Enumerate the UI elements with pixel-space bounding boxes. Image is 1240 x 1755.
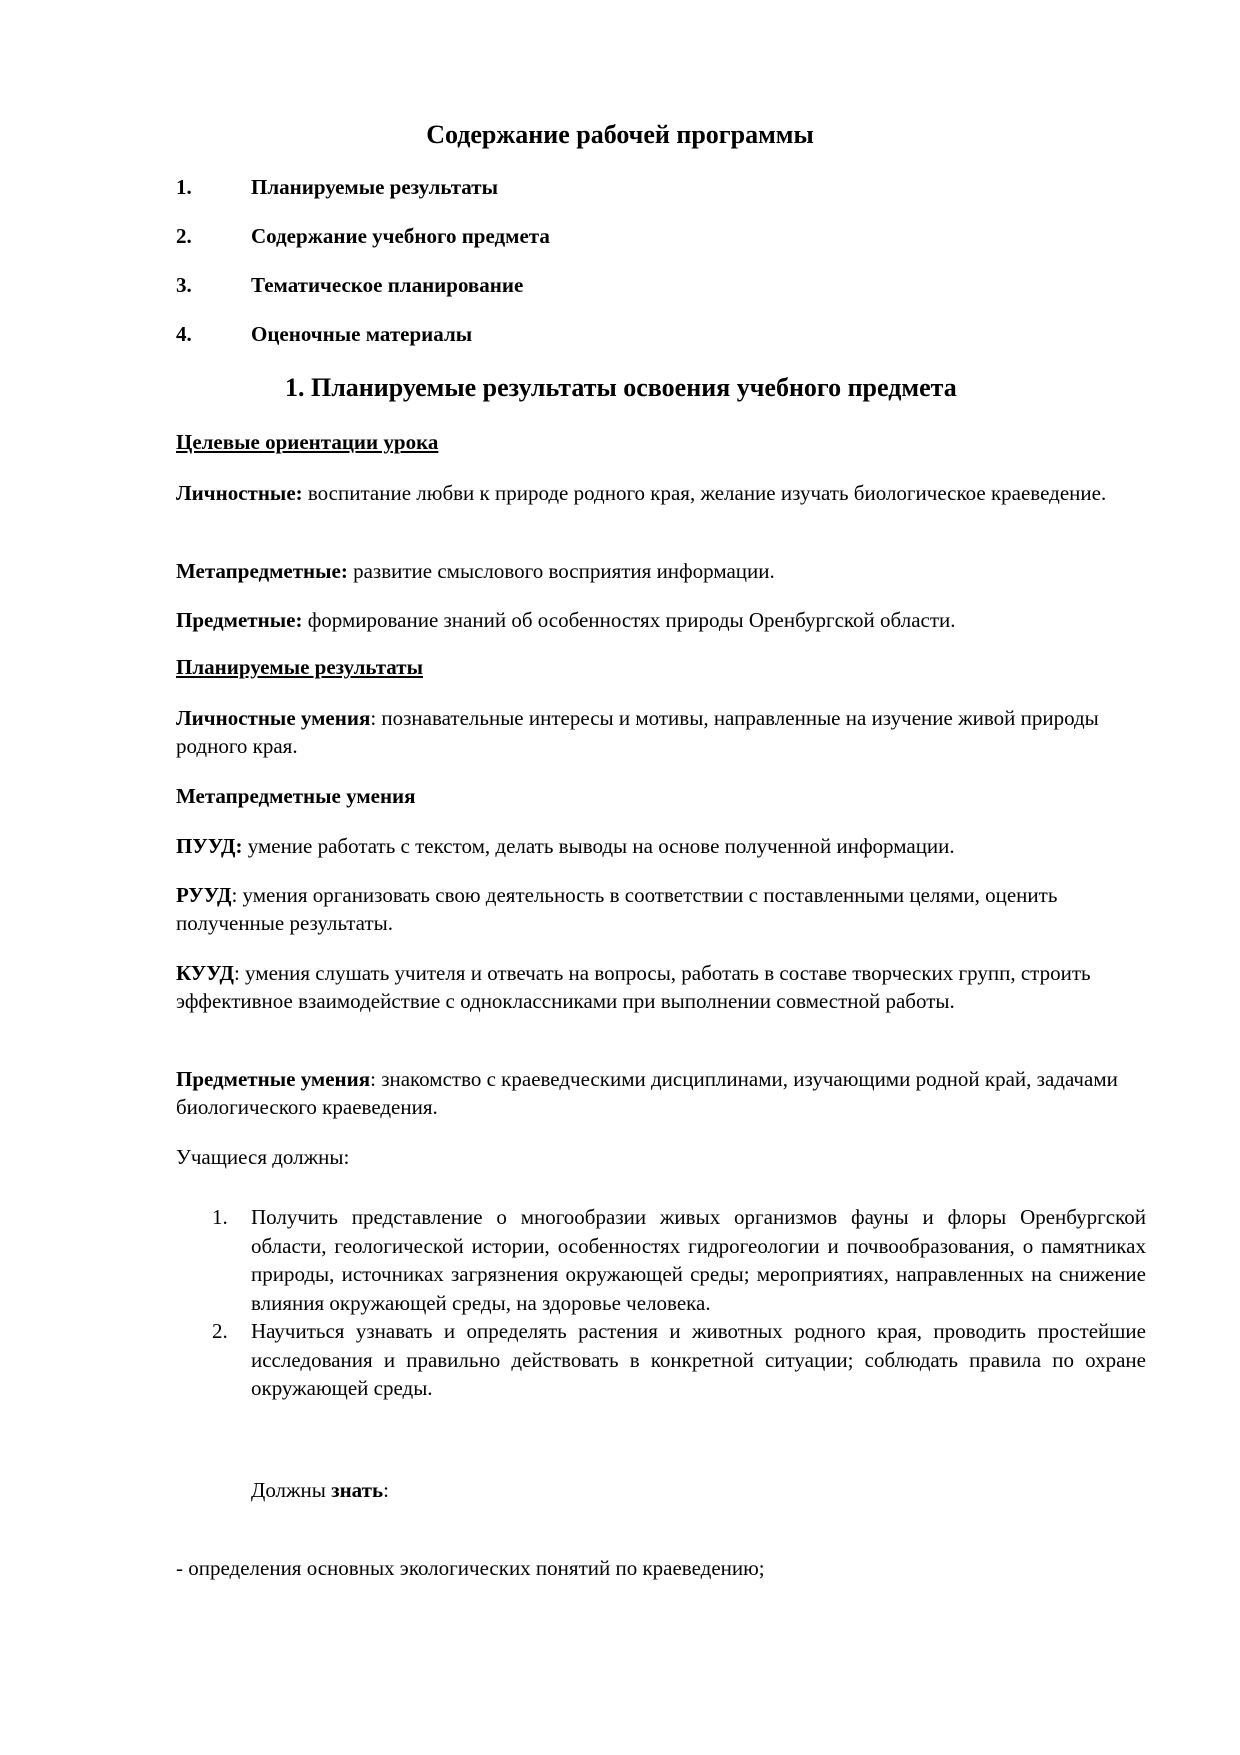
must-list <box>176 1203 1146 1403</box>
skill-text: : умения организовать свою деятельность в соответствии с поставленными целями, оценить полученные результаты. <box>176 883 1058 935</box>
list-item-text: Получить представление о многообразии живых организмов фауны и флоры Оренбургской области, геологической истории, особенностях гидрогеологии и почвообразования, о памятниках природы, источниках загрязнения окружающей среды; мероприятиях, направленных на снижение влияния окружающей среды, на здоровье человека. <box>251 1205 1146 1315</box>
skill-text: : умения слушать учителя и отвечать на вопросы, работать в составе творческих групп, строить эффективное взаимодействие с одноклассниками при выполнении совместной работы. <box>176 961 1091 1013</box>
list-item-number: 1. <box>212 1205 228 1229</box>
ruud-skills <box>176 881 1146 937</box>
document-title: Содержание рабочей программы <box>426 120 814 149</box>
skill-text: : знакомство с краеведческими дисциплинами, изучающими родной край, задачами биологического краеведения. <box>176 1067 1118 1119</box>
meta-skills-heading-text: Метапредметные умения <box>176 784 416 808</box>
list-item-text: Научиться узнавать и определять растения и животных родного края, проводить простейшие исследования и правильно действовать в конкретной ситуации; соблюдать правила по охране окружающей среды. <box>251 1319 1146 1400</box>
toc-item-label: Содержание учебного предмета <box>251 224 550 248</box>
skill-label: РУУД <box>176 883 232 907</box>
goal-label: Личностные: <box>176 481 303 505</box>
skill-text: умение работать с текстом, делать выводы на основе полученной информации. <box>242 834 955 858</box>
skill-label: КУУД <box>176 961 234 985</box>
skill-label: ПУУД: <box>176 834 243 858</box>
skill-text: : познавательные интересы и мотивы, направленные на изучение живой природы родного края. <box>176 706 1099 758</box>
skill-label: Предметные умения <box>176 1067 371 1091</box>
list-item-number: 2. <box>212 1319 228 1343</box>
personal-skills <box>176 704 1146 760</box>
results-subheading: Планируемые результаты <box>176 655 423 679</box>
goal-text: воспитание любви к природе родного края, желание изучать биологическое краеведение. <box>302 481 1107 505</box>
puud-skills <box>176 832 1146 860</box>
goal-label: Метапредметные: <box>176 559 348 583</box>
toc-item-label: Тематическое планирование <box>251 273 524 297</box>
list-item <box>176 1317 1146 1403</box>
students-must: Учащиеся должны: <box>176 1145 350 1169</box>
goal-text: развитие смыслового восприятия информации. <box>347 559 775 583</box>
goal-label: Предметные: <box>176 608 303 632</box>
must-know-prefix: Должны <box>251 1478 332 1502</box>
list-item <box>176 1203 1146 1317</box>
goal-meta <box>176 557 1146 585</box>
know-item: - определения основных экологических понятий по краеведению; <box>176 1556 765 1580</box>
toc-item-label: Оценочные материалы <box>251 322 473 346</box>
skill-label: Личностные умения <box>176 706 371 730</box>
goal-subject <box>176 606 1146 634</box>
toc-item-number: 1. <box>176 175 192 199</box>
meta-skills-heading <box>176 782 1146 810</box>
toc-item-number: 4. <box>176 322 192 346</box>
section-heading: 1. Планируемые результаты освоения учебного предмета <box>285 373 957 402</box>
toc-item-number: 3. <box>176 273 192 297</box>
must-know-bold: знать <box>331 1478 384 1502</box>
goal-personal <box>176 479 1146 507</box>
goal-text: формирование знаний об особенностях природы Оренбургской области. <box>302 608 956 632</box>
must-know-heading <box>251 1476 851 1504</box>
subject-skills <box>176 1065 1146 1121</box>
toc-item-number: 2. <box>176 224 192 248</box>
kuud-skills <box>176 959 1146 1015</box>
must-know-suffix: : <box>383 1478 389 1502</box>
toc-item-label: Планируемые результаты <box>251 175 498 199</box>
goals-subheading: Целевые ориентации урока <box>176 430 439 454</box>
